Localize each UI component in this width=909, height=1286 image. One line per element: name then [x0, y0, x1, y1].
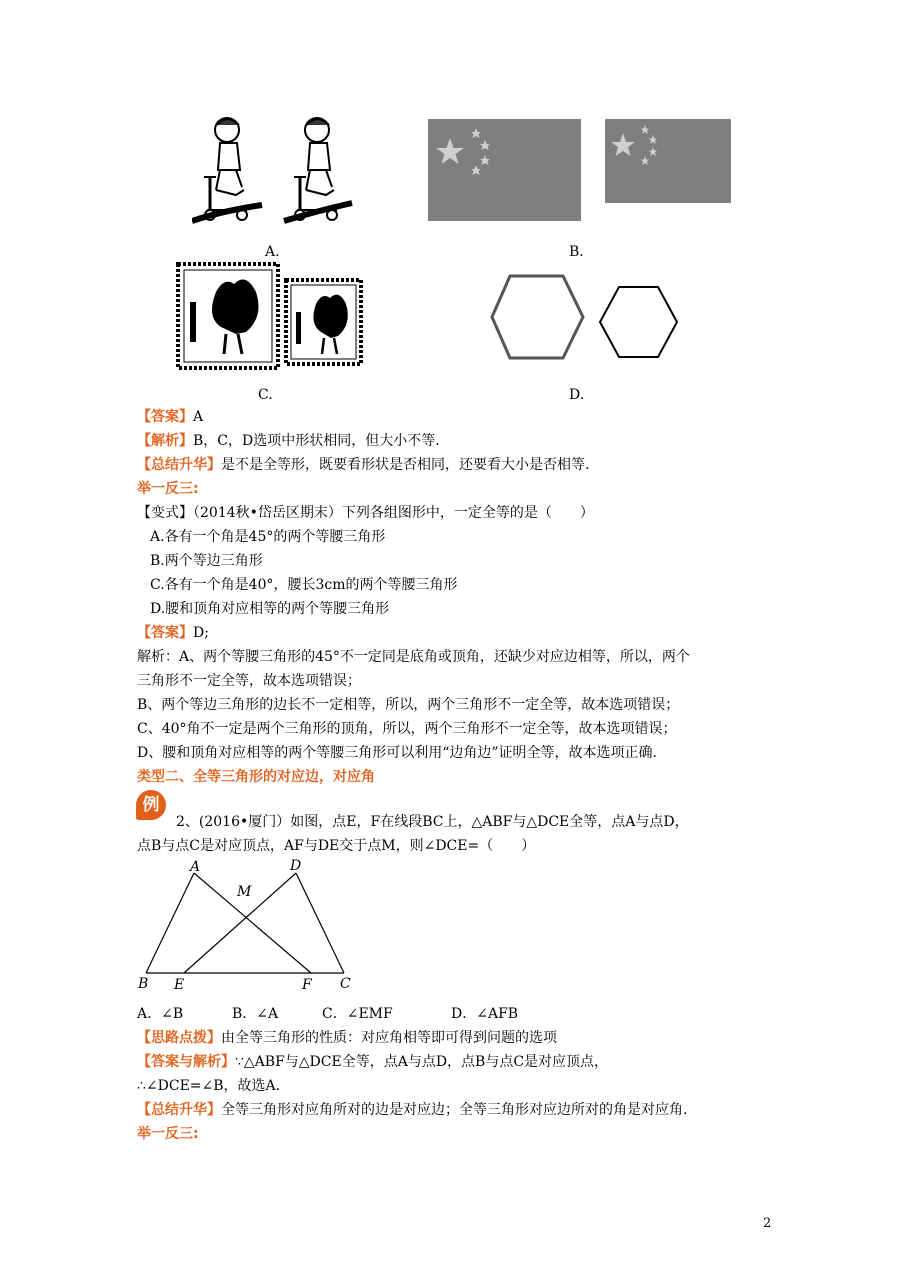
example-question-line-2: 点B与点C是对应顶点，AF与DE交于点M，则∠DCE=（ ） — [137, 838, 536, 854]
choice-d: D．∠AFB — [451, 1006, 519, 1022]
variant-option-d: D.腰和顶角对应相等的两个等腰三角形 — [150, 601, 390, 617]
choice-c: C．∠EMF — [322, 1006, 393, 1022]
label-C: C — [340, 976, 351, 992]
label-F: F — [302, 977, 312, 993]
label-A: A — [190, 859, 201, 875]
answer-3: 【答案与解析】∵△ABF与△DCE全等，点A与点D，点B与点C是对应顶点， — [137, 1054, 609, 1070]
label-E: E — [174, 977, 185, 993]
practice-heading-1: 举一反三: — [137, 481, 199, 497]
option-a-caption: A. — [265, 244, 280, 260]
variant-question: 【变式】（2014秋•岱岳区期末）下列各组图形中，一定全等的是（ ） — [137, 505, 594, 521]
hexagons-image — [490, 274, 682, 360]
label-D: D — [290, 858, 302, 874]
practice-heading-2: 举一反三: — [137, 1126, 199, 1142]
analysis-1: 【解析】B，C，D选项中形状相同，但大小不等. — [137, 433, 440, 449]
analysis-2-line: 解析：A、两个等腰三角形的45°不一定同是底角或顶角，还缺少对应边相等，所以，两个 — [137, 649, 690, 665]
flags-image — [428, 118, 733, 222]
choice-b: B．∠A — [232, 1006, 279, 1022]
variant-option-c: C.各有一个角是40°，腰长3cm的两个等腰三角形 — [150, 577, 458, 593]
analysis-2-line: D、腰和顶角对应相等的两个等腰三角形可以利用“边角边”证明全等，故本选项正确. — [137, 745, 657, 761]
example-question-line-1: 2、(2016•厦门）如图，点E，F在线段BC上，△ABF与△DCE全等，点A与点D， — [176, 814, 689, 830]
summary-1: 【总结升华】是不是全等形，既要看形状是否相同，还要看大小是否相等. — [137, 457, 590, 473]
answer-1: 【答案】A — [137, 409, 204, 425]
triangle-figure — [136, 855, 361, 993]
label-B: B — [138, 976, 149, 992]
label-M: M — [237, 884, 252, 900]
rooster-stamps-image — [176, 262, 366, 372]
option-b-caption: B. — [569, 244, 584, 260]
answer-3-line-2: ∴∠DCE=∠B，故选A. — [137, 1078, 281, 1094]
page-number: 2 — [763, 1216, 772, 1231]
option-c-caption: C. — [258, 387, 273, 403]
choice-a: A．∠B — [137, 1006, 184, 1022]
analysis-2-line: B、两个等边三角形的边长不一定相等，所以，两个三角形不一定全等，故本选项错误； — [137, 697, 680, 713]
analysis-2-line: C、40°角不一定是两个三角形的顶角，所以，两个三角形不一定全等，故本选项错误； — [137, 721, 677, 737]
variant-option-a: A.各有一个角是45°的两个等腰三角形 — [150, 529, 386, 545]
analysis-2-line: 三角形不一定全等，故本选项错误； — [137, 673, 361, 689]
scooter-kids-image — [192, 115, 372, 230]
hint: 【思路点拨】由全等三角形的性质：对应角相等即可得到问题的选项 — [137, 1030, 557, 1046]
example-badge-label: 例 — [142, 795, 160, 815]
variant-option-b: B.两个等边三角形 — [150, 553, 263, 569]
summary-2: 【总结升华】全等三角形对应角所对的边是对应边；全等三角形对应边所对的角是对应角. — [137, 1102, 688, 1118]
answer-2: 【答案】D; — [137, 625, 209, 641]
section-heading: 类型二、全等三角形的对应边，对应角 — [137, 769, 375, 785]
example-badge — [136, 790, 166, 820]
option-d-caption: D. — [569, 387, 585, 403]
